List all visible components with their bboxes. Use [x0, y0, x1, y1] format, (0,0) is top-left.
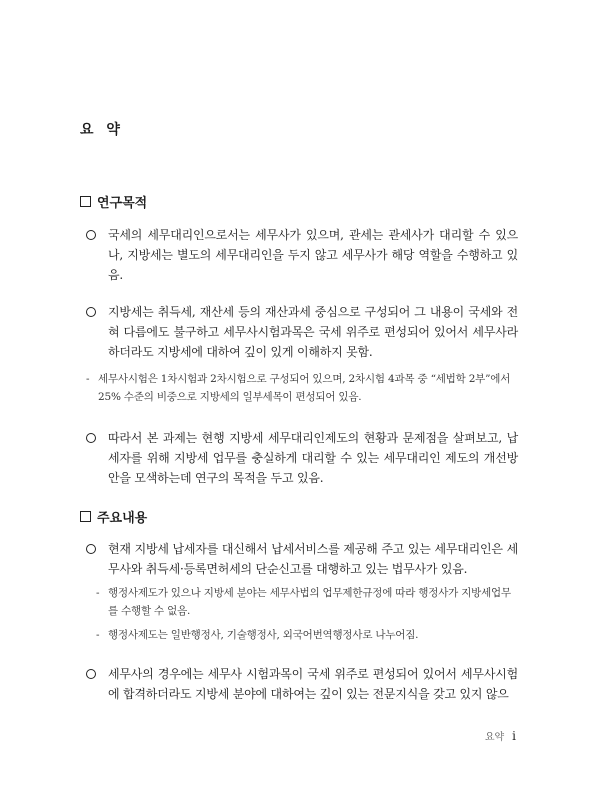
bullet-text: 따라서 본 과제는 현행 지방세 세무대리인제도의 현황과 문제점을 살펴보고, 납세자를 위해 지방세 업무를 충실하게 대리할 수 있는 세무대리인 제도의 개선방안을 모색하는데 연구의 목적을 두고 있음. — [108, 431, 518, 485]
circle-bullet-icon — [86, 433, 96, 443]
bullet-text: 현재 지방세 납세자를 대신해서 납세서비스를 제공해 주고 있는 세무대리인은 세무사와 취득세·등록면허세의 단순신고를 대행하고 있는 법무사가 있음. — [108, 542, 518, 576]
circle-bullet-icon — [86, 230, 96, 240]
sub-item: - 행정사제도는 일반행정사, 기술행정사, 외국어번역행정사로 나누어짐. — [96, 626, 520, 644]
checkbox-square-icon — [80, 196, 91, 207]
list-item — [86, 225, 518, 285]
checkbox-square-icon — [80, 511, 91, 522]
sub-item-text: 행정사제도는 일반행정사, 기술행정사, 외국어번역행정사로 나누어짐. — [108, 629, 419, 641]
sub-item: - 행정사제도가 있으나 지방세 분야는 세무사법의 업무제한규정에 따라 행정사가 지방세업무를 수행할 수 없음. — [96, 584, 520, 620]
circle-bullet-icon — [86, 544, 96, 554]
page-footer — [485, 728, 516, 743]
section-heading-content — [80, 507, 147, 526]
section-heading-label: 주요내용 — [97, 511, 148, 526]
circle-bullet-icon — [86, 669, 96, 679]
circle-bullet-icon — [86, 307, 96, 317]
sub-item-text: 세무사시험은 1차시험과 2차시험으로 구성되어 있으며, 2차시험 4과목 중 “세법학 2부”에서 25% 수준의 비중으로 지방세의 일부세목이 편성되어 있음. — [98, 373, 511, 403]
page-number: i — [512, 729, 516, 743]
bullet-text: 지방세는 취득세, 재산세 등의 재산과세 중심으로 구성되어 그 내용이 국세와 전혀 다름에도 불구하고 세무사시험과목은 국세 위주로 편성되어 있어서 세무사라 하더라도 지방세에 대하여 깊이 있게 이해하지 못함. — [108, 305, 518, 359]
bullet-text: 세무사의 경우에는 세무사 시험과목이 국세 위주로 편성되어 있어서 세무사시험에 합격하더라도 지방세 분야에 대하여는 깊이 있는 전문지식을 갖고 있지 않으 — [108, 667, 518, 701]
list-item — [86, 664, 518, 704]
list-item — [86, 539, 518, 579]
section-heading-label: 연구목적 — [97, 196, 148, 211]
sub-item: - 세무사시험은 1차시험과 2차시험으로 구성되어 있으며, 2차시험 4과목 중 “세법학 2부”에서 25% 수준의 비중으로 지방세의 일부세목이 편성되어 있음. — [86, 370, 526, 406]
page-title: 요 약 — [80, 122, 124, 138]
footer-label: 요약 — [484, 732, 505, 743]
section-heading-purpose — [80, 192, 147, 211]
sub-item-text: 행정사제도가 있으나 지방세 분야는 세무사법의 업무제한규정에 따라 행정사가 지방세업무를 수행할 수 없음. — [108, 587, 511, 617]
list-item — [86, 302, 518, 362]
list-item — [86, 428, 518, 488]
bullet-text: 국세의 세무대리인으로서는 세무사가 있으며, 관세는 관세사가 대리할 수 있으나, 지방세는 별도의 세무대리인을 두지 않고 세무사가 해당 역할을 수행하고 있음. — [108, 228, 518, 282]
